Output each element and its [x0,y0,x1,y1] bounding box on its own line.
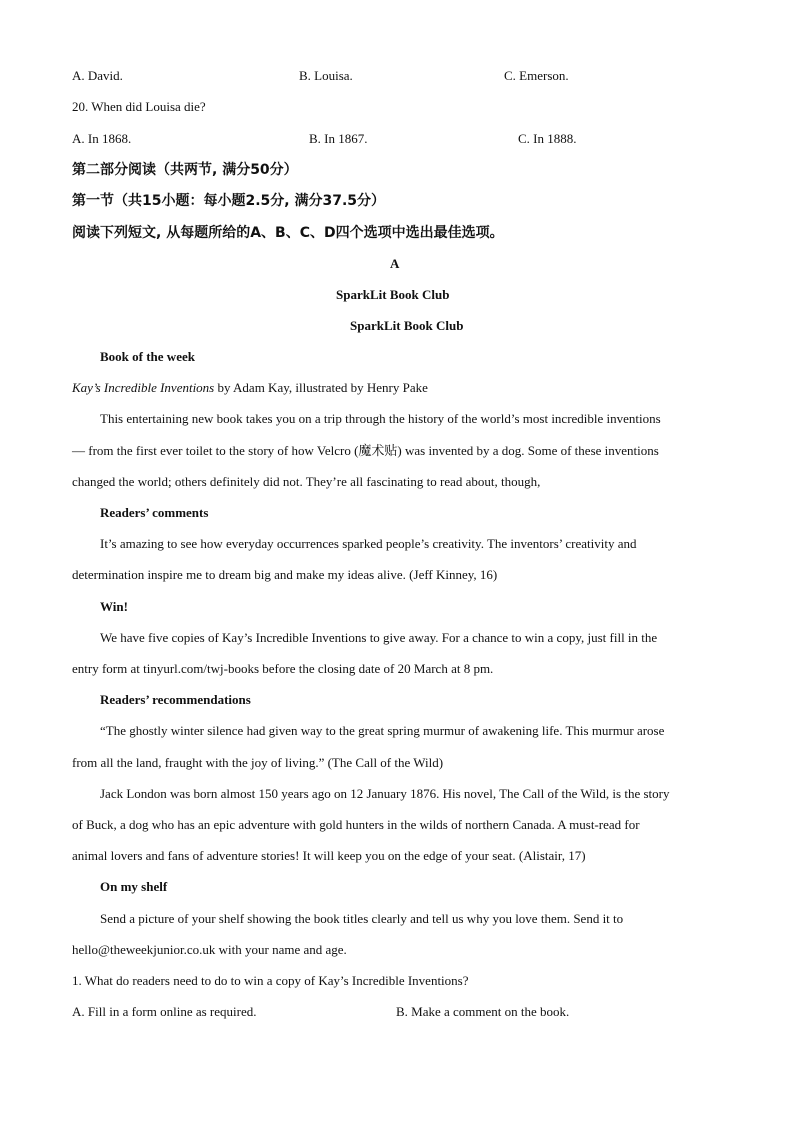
book-paragraph-line-2: — from the first ever toilet to the story of how Velcro (魔术贴) was invented by a dog. Some of these inventions [72,443,659,458]
book-paragraph-line-3: changed the world; others definitely did not. They’re all fascinating to read about, though, [72,474,541,489]
comments-line-1: It’s amazing to see how everyday occurrences sparked people’s creativity. The inventors’ creativity and [100,536,637,551]
win-heading: Win! [100,599,128,614]
instruction: 阅读下列短文, 从每题所给的A、B、C、D四个选项中选出最佳选项。 [72,225,504,241]
recommendations-line-2: from all the land, fraught with the joy of living.” (The Call of the Wild) [72,755,444,770]
q20-option-c: C. In 1888. [518,131,577,146]
book-title: Kay’s Incredible Inventions [72,380,215,395]
q1-question: 1. What do readers need to do to win a copy of Kay’s Incredible Inventions? [72,973,469,988]
recommendations-line-1: “The ghostly winter silence had given way to the great spring murmur of awakening life. This murmur arose [100,723,665,738]
shelf-line-1: Send a picture of your shelf showing the book titles clearly and tell us why you love them. Send it to [100,911,624,926]
passage-title-1: SparkLit Book Club [336,287,450,302]
q20-option-b: B. In 1867. [309,131,368,146]
comments-heading: Readers’ comments [100,505,209,520]
q19-option-a: A. David. [72,68,123,83]
passage-letter: A [390,256,400,271]
q1-option-b: B. Make a comment on the book. [396,1004,570,1019]
q20-option-a: A. In 1868. [72,131,132,146]
section-title: 第一节（共15小题：每小题2.5分, 满分37.5分） [72,193,386,209]
recommendations-line-5: animal lovers and fans of adventure stories! It will keep you on the edge of your seat. (Alistair, 17) [72,848,586,863]
book-line [72,380,428,396]
passage-title-2: SparkLit Book Club [350,318,464,333]
recommendations-line-3: Jack London was born almost 150 years ago on 12 January 1876. His novel, The Call of the Wild, is the story [100,786,670,801]
comments-line-2: determination inspire me to dream big and make my ideas alive. (Jeff Kinney, 16) [72,567,498,582]
book-paragraph-line-1: This entertaining new book takes you on a trip through the history of the world’s most incredible inventions [100,411,661,426]
recommendations-line-4: of Buck, a dog who has an epic adventure with gold hunters in the wilds of northern Canada. A must-read for [72,817,640,832]
book-byline: by Adam Kay, illustrated by Henry Pake [214,380,428,395]
q20-question: 20. When did Louisa die? [72,99,206,114]
shelf-line-2: hello@theweekjunior.co.uk with your name and age. [72,942,347,957]
q19-option-c: C. Emerson. [504,68,569,83]
recommendations-heading: Readers’ recommendations [100,692,251,707]
win-line-2: entry form at tinyurl.com/twj-books before the closing date of 20 March at 8 pm. [72,661,494,676]
win-line-1: We have five copies of Kay’s Incredible Inventions to give away. For a chance to win a copy, just fill in the [100,630,658,645]
q1-option-a: A. Fill in a form online as required. [72,1004,257,1019]
part-title: 第二部分阅读（共两节, 满分50分） [72,162,298,178]
shelf-heading: On my shelf [100,879,168,894]
book-heading: Book of the week [100,349,195,364]
q19-option-b: B. Louisa. [299,68,353,83]
